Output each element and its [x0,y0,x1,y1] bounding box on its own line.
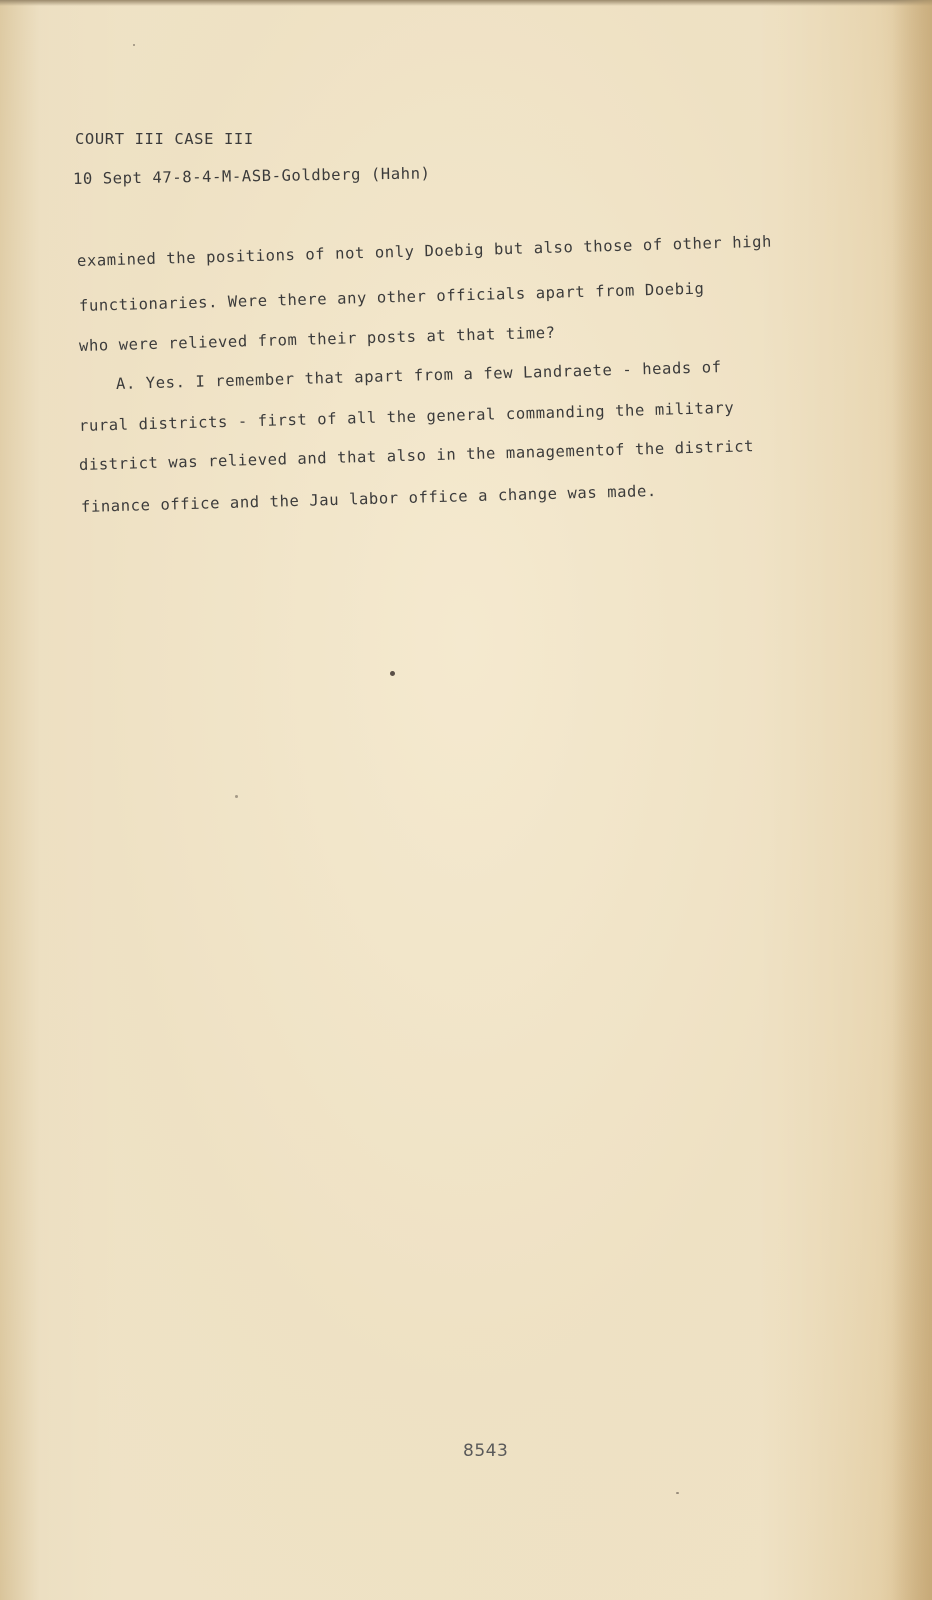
ink-speck [235,795,238,798]
body-line-1: examined the positions of not only Doebig but also those of other high [76,232,773,270]
ink-speck [133,44,135,46]
body-line-3: who were relieved from their posts at that time? [78,323,556,355]
body-line-6: district was relieved and that also in the managementof the district [78,437,755,474]
ink-speck [390,671,395,676]
ink-speck [676,1492,679,1494]
page-number: 8543 [463,1441,509,1461]
date-reference-line: 10 Sept 47-8-4-M-ASB-Goldberg (Hahn) [72,164,431,188]
body-line-7: finance office and the Jau labor office a change was made. [80,481,658,516]
page-right-edge-shading [892,0,932,1600]
body-line-5: rural districts - first of all the general commanding the military [78,398,735,435]
body-line-2: functionaries. Were there any other officials apart from Doebig [78,279,705,315]
court-case-header: COURT III CASE III [75,130,254,148]
page-top-edge [0,0,932,6]
body-line-4-answer: A. Yes. I remember that apart from a few Landraete - heads of [115,358,722,393]
